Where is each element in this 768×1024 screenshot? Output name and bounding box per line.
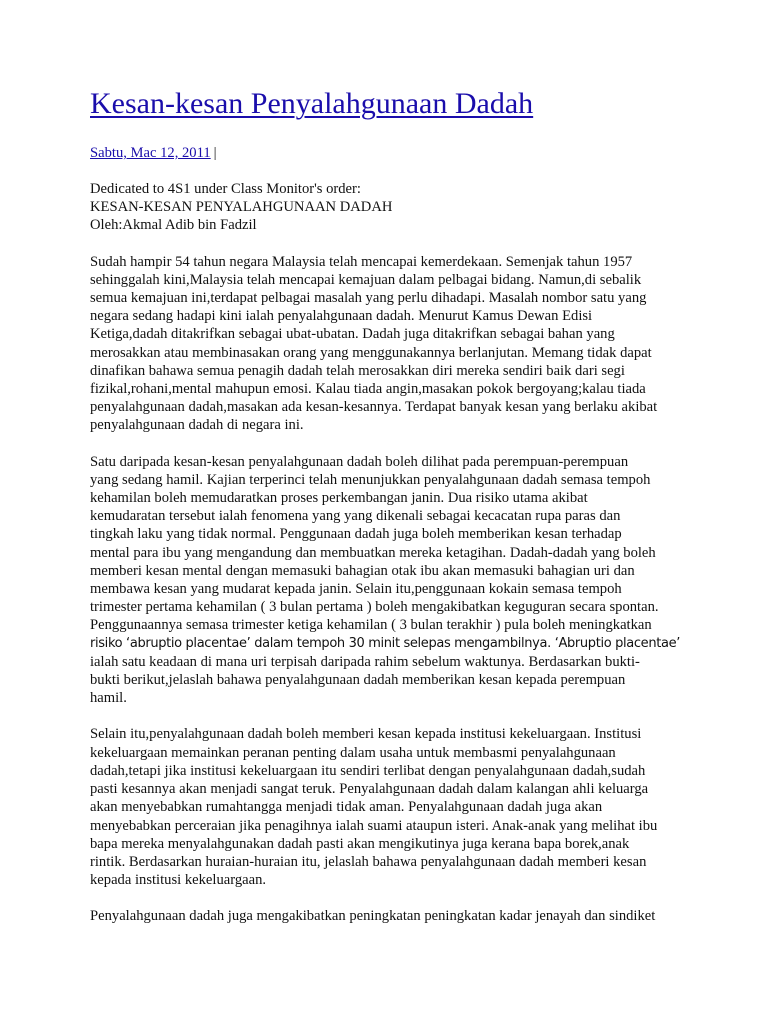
text-line: yang sedang hamil. Kajian terperinci telah menunjukkan penyalahgunaan dadah semasa tempoh <box>90 471 651 488</box>
paragraph-4 <box>90 907 690 925</box>
text-line: semua kemajuan ini,terdapat pelbagai masalah yang perlu dihadapi. Masalah nombor satu yang <box>90 290 647 307</box>
text-line: merosakkan atau membinasakan orang yang menggunakannya berlanjutan. Memang tidak dapat <box>90 344 652 361</box>
text-line: trimester pertama kehamilan ( 3 bulan pertama ) boleh mengakibatkan keguguran secara spontan. <box>90 599 659 616</box>
text-line: menyebabkan perceraian jika penagihnya ialah suami ataupun isteri. Anak-anak yang melihat ibu <box>90 817 658 834</box>
header-line: Dedicated to 4S1 under Class Monitor's order: <box>90 181 361 197</box>
text-line: bapa mereka menyalahgunakan dadah pasti akan mengikutinya juga kerana bapa borek,anak <box>90 835 630 852</box>
text-line: dadah,tetapi jika institusi kekeluargaan itu sendiri terlibat dengan penyalahgunaan dadah,sudah <box>90 762 646 779</box>
text-line: dinafikan bahawa semua penagih dadah telah merosakkan diri mereka sendiri baik dari segi <box>90 362 625 379</box>
text-line: hamil. <box>90 690 127 707</box>
text-line: Penggunaannya semasa trimester ketiga kehamilan ( 3 bulan terakhir ) pula boleh meningkatkan <box>90 617 652 634</box>
meta-separator: | <box>213 145 217 161</box>
text-line: sehinggalah kini,Malaysia telah mencapai kemajuan dalam pelbagai bidang. Namun,di sebalik <box>90 271 642 288</box>
text-line: memberi kesan mental dengan memasuki bahagian otak ibu akan memasuki bahagian uri dan <box>90 562 635 579</box>
text-line: mental para ibu yang mengandung dan membuatkan mereka ketagihan. Dadah-dadah yang boleh <box>90 544 656 561</box>
text-line: Satu daripada kesan-kesan penyalahgunaan dadah boleh dilihat pada perempuan-perempuan <box>90 453 629 470</box>
text-line: negara sedang hadapi kini ialah penyalahgunaan dadah. Menurut Kamus Dewan Edisi <box>90 308 593 325</box>
text-line: Sudah hampir 54 tahun negara Malaysia telah mencapai kemerdekaan. Semenjak tahun 1957 <box>90 253 633 270</box>
text-line: akan menyebabkan rumahtangga menjadi tidak aman. Penyalahgunaan dadah juga akan <box>90 799 603 816</box>
text-line: tingkah laku yang tidak normal. Penggunaan dadah juga boleh memberikan kesan terhadap <box>90 526 622 543</box>
text-line: rintik. Berdasarkan huraian-huraian itu, jelaslah bahawa penyalahgunaan dadah memberi kesan <box>90 853 647 870</box>
header-line: KESAN-KESAN PENYALAHGUNAAN DADAH <box>90 199 393 216</box>
post-header-lines <box>90 180 690 235</box>
post-title[interactable]: Kesan-kesan Penyalahgunaan Dadah <box>90 87 534 120</box>
text-line: kekeluargaan memainkan peranan penting dalam usaha untuk membasmi penyalahgunaan <box>90 744 616 761</box>
text-line: bukti berikut,jelaslah bahawa penyalahgunaan dadah memberikan kesan kepada perempuan <box>90 672 626 689</box>
text-line-sans: risiko ‘abruptio placentae’ dalam tempoh 30 minit selepas mengambilnya. ‘Abruptio placentae’ <box>90 635 681 651</box>
post-date-link[interactable]: Sabtu, Mac 12, 2011 <box>90 145 211 161</box>
paragraph-2 <box>90 453 690 708</box>
text-line: Selain itu,penyalahgunaan dadah boleh memberi kesan kepada institusi kekeluargaan. Institusi <box>90 726 642 743</box>
text-line: fizikal,rohani,mental mahupun emosi. Kalau tiada angin,masakan pokok bergoyang;kalau tiada <box>90 381 646 398</box>
header-line: Oleh:Akmal Adib bin Fadzil <box>90 217 257 234</box>
post-meta <box>90 144 690 162</box>
paragraph-3 <box>90 725 690 889</box>
text-line: kehamilan boleh memudaratkan proses perkembangan janin. Dua risiko utama akibat <box>90 490 588 507</box>
text-line: Penyalahgunaan dadah juga mengakibatkan peningkatan peningkatan kadar jenayah dan sindiket <box>90 908 656 925</box>
text-line: kepada institusi kekeluargaan. <box>90 872 267 889</box>
text-line: pasti kesannya akan menjadi sangat teruk. Penyalahgunaan dadah dalam kalangan ahli keluarga <box>90 781 649 798</box>
blog-post <box>90 84 690 926</box>
text-line: ialah satu keadaan di mana uri terpisah daripada rahim sebelum waktunya. Berdasarkan bukti- <box>90 653 640 670</box>
text-line: penyalahgunaan dadah,masakan ada kesan-kesannya. Terdapat banyak kesan yang berlaku akibat <box>90 399 658 416</box>
paragraph-1 <box>90 253 690 435</box>
text-line: Ketiga,dadah ditakrifkan sebagai ubat-ubatan. Dadah juga ditakrifkan sebagai bahan yang <box>90 326 615 343</box>
text-line: kemudaratan tersebut ialah fenomena yang yang dikenali sebagai kecacatan rupa paras dan <box>90 508 621 525</box>
text-line: penyalahgunaan dadah di negara ini. <box>90 417 304 434</box>
text-line: membawa kesan yang mudarat kepada janin. Selain itu,penggunaan kokain semasa tempoh <box>90 581 622 598</box>
